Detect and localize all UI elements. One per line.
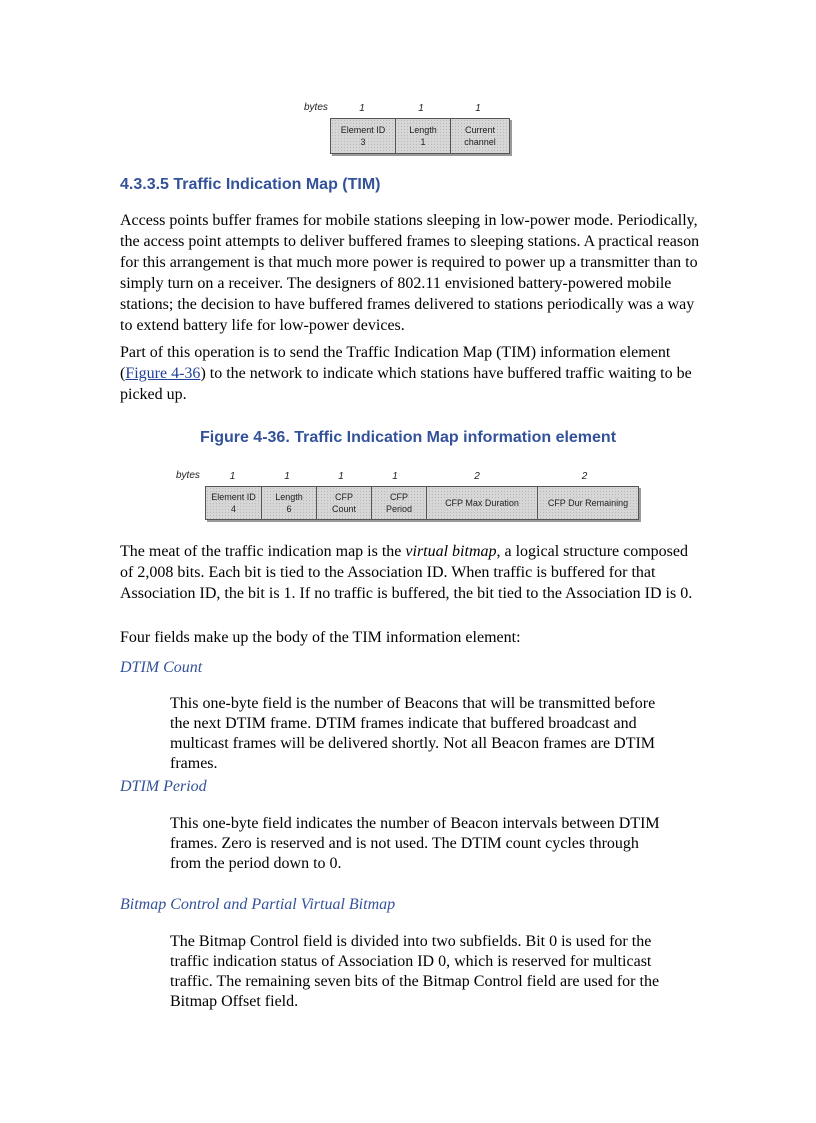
channel-element-figure: [300, 102, 520, 162]
field-name: Length: [409, 125, 437, 135]
paragraph: [120, 541, 700, 604]
paragraph-emphasis: virtual bitmap: [405, 543, 497, 560]
paragraph-text: Part of this operation is to send the Traffic Indication Map (TIM) information element (: [120, 344, 671, 382]
bytes-label: bytes: [304, 102, 328, 113]
field-cell: [317, 487, 372, 519]
field-cell: [206, 487, 262, 519]
paragraph: Access points buffer frames for mobile stations sleeping in low-power mode. Periodically, the access point attempts to deliver buffered frames to sleeping stations. A practical reason for this arrangement is that much more power is required to power up a transmitter than to simply turn on a receiver. The designers of 802.11 envisioned battery-powered mobile stations; the decision to have buffered frames delivered to stations periodically was a way to extend battery life for low-power devices.: [120, 212, 700, 334]
field-size: 2: [474, 471, 480, 482]
term-dtim-count: DTIM Count: [120, 659, 203, 676]
field-row: [330, 118, 510, 154]
field-name: CFP Max Duration: [445, 498, 519, 508]
field-size: 1: [284, 471, 290, 482]
field-cell: [331, 119, 396, 153]
figure-caption: Figure 4-36. Traffic Indication Map information element: [199, 429, 617, 446]
field-name: Length: [275, 492, 303, 502]
field-cell: [396, 119, 451, 153]
paragraph-text: , a logical structure composed of 2,008 bits. Each bit is tied to the Association ID. When traffic is buffered for that Association ID, the bit is 1. If no traffic is buffered, the bit tied to the Association ID is 0.: [120, 543, 693, 602]
field-name: CFP Dur Remaining: [547, 498, 629, 508]
field-value: 4: [230, 504, 236, 514]
section-title: 4.3.3.5 Traffic Indication Map (TIM): [120, 176, 381, 193]
paragraph: [120, 342, 700, 405]
field-value: 3: [360, 137, 366, 147]
tim-element-figure: [170, 470, 670, 526]
field-size: 1: [475, 103, 481, 114]
figure-link[interactable]: Figure 4-36: [125, 365, 201, 382]
field-name: Element ID: [211, 492, 256, 502]
field-size: 1: [338, 471, 344, 482]
term-bitmap-control: Bitmap Control and Partial Virtual Bitmap: [120, 896, 396, 913]
field-value: 6: [286, 504, 292, 514]
field-row: [205, 486, 639, 520]
field-cell: [451, 119, 509, 153]
field-name: Current: [464, 125, 495, 135]
field-cell: [372, 487, 427, 519]
field-name: CFP: [390, 492, 408, 502]
definition-dtim-count: This one-byte field is the number of Beacons that will be transmitted before the next DTIM frame. DTIM frames indicate that buffered broadcast and multicast frames will be delivered shortly. Not all Beacon frames are DTIM frames.: [170, 695, 656, 772]
field-size: 1: [359, 103, 365, 114]
field-value: Count: [331, 504, 357, 514]
field-cell: [538, 487, 638, 519]
bytes-label: bytes: [176, 470, 200, 481]
field-cell: [427, 487, 538, 519]
paragraph: Four fields make up the body of the TIM information element:: [120, 629, 521, 646]
field-size: 2: [581, 471, 588, 482]
field-value: channel: [464, 137, 496, 147]
field-size: 1: [229, 471, 236, 482]
term-dtim-period: DTIM Period: [120, 778, 207, 795]
paragraph-text: The meat of the traffic indication map is the: [120, 543, 406, 560]
paragraph-text: ) to the network to indicate which stations have buffered traffic waiting to be picked up.: [120, 365, 692, 403]
field-name: Element ID: [340, 125, 386, 135]
field-cell: [262, 487, 317, 519]
field-value: 1: [420, 137, 426, 147]
field-name: CFP: [335, 492, 353, 502]
field-value: Period: [385, 504, 412, 514]
field-size: 1: [392, 471, 398, 482]
field-size: 1: [418, 103, 424, 114]
definition-bitmap-control: The Bitmap Control field is divided into two subfields. Bit 0 is used for the traffic indication status of Association ID 0, which is reserved for multicast traffic. The remaining seven bits of the Bitmap Control field are used for the Bitmap Offset field.: [170, 933, 660, 1010]
definition-dtim-period: This one-byte field indicates the number of Beacon intervals between DTIM frames. Zero is reserved and is not used. The DTIM count cycles through from the period down to 0.: [170, 815, 660, 872]
